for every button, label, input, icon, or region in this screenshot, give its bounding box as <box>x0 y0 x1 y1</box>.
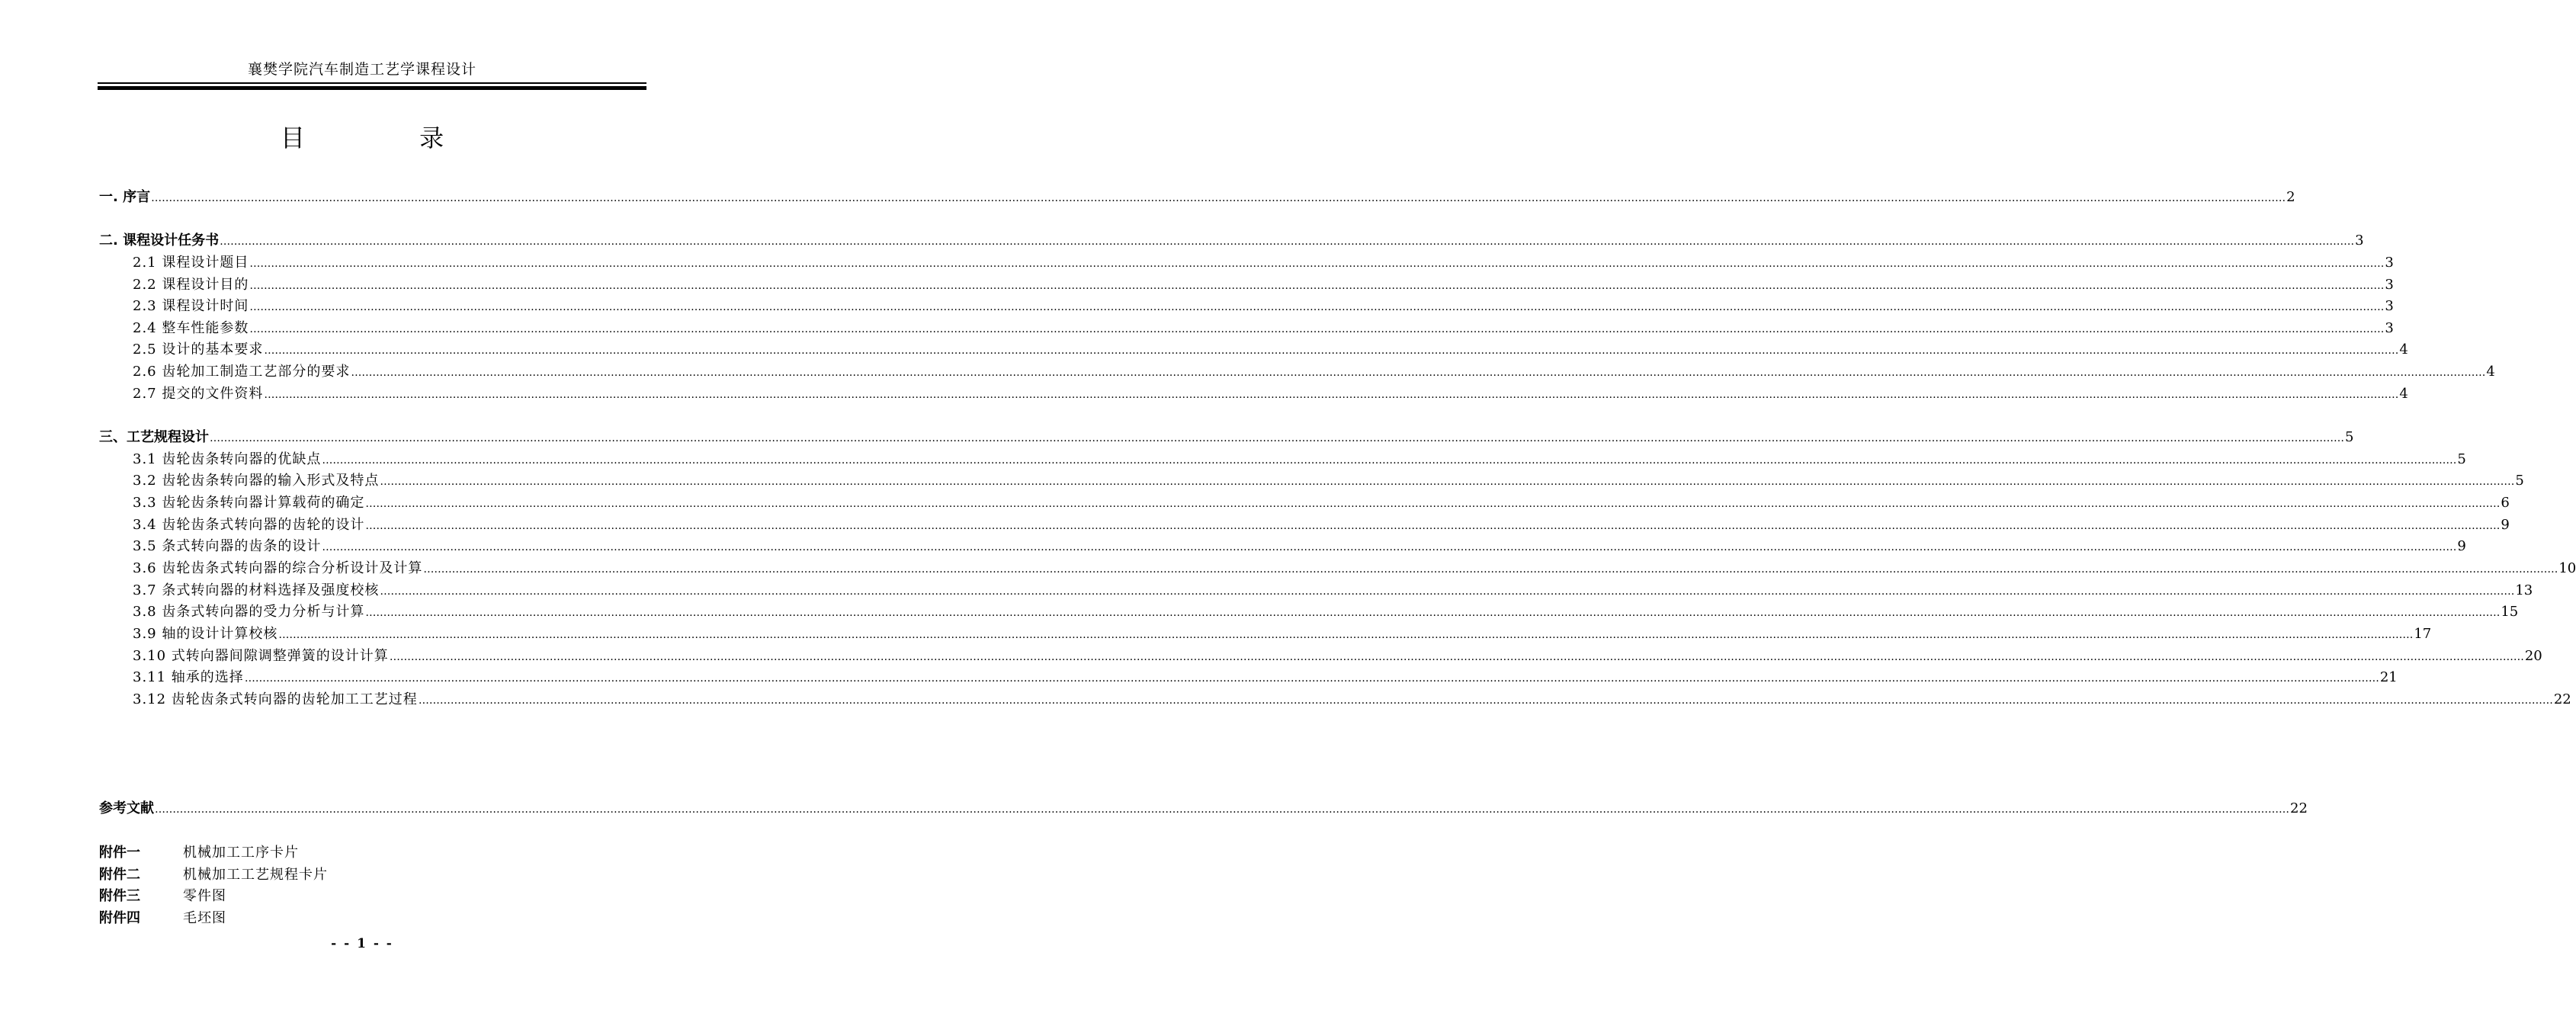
dot-leader: …………………………………………………………………………………………………………………………………………………………………………………………………………………………………………………………………………………………………………………………………………………………………………………………………………………………………………………………………………………………………………………………………………………… <box>264 389 2399 401</box>
toc-entry-page: 17 <box>2414 626 2432 642</box>
annex-key: 附件四 <box>99 910 140 926</box>
toc-entry-label: 3.10 式转向器间隙调整弹簧的设计计算 <box>133 648 389 664</box>
toc-entry[interactable] <box>133 537 2466 556</box>
toc-entry-label: 一. 序言 <box>99 189 151 205</box>
dot-leader: …………………………………………………………………………………………………………………………………………………………………………………………………………………………………………………………………………………………………………………………………………………………………………………………………………………………………………………………………………………………………………………………………………………… <box>244 672 2379 685</box>
dot-leader: …………………………………………………………………………………………………………………………………………………………………………………………………………………………………………………………………………………………………………………………………………………………………………………………………………………………………………………………………………………………………………………………………………………… <box>278 629 2414 641</box>
dot-leader: …………………………………………………………………………………………………………………………………………………………………………………………………………………………………………………………………………………………………………………………………………………………………………………………………………………………………………………………………………………………………………………………………………………… <box>418 694 2553 707</box>
toc-entry-page: 3 <box>2385 277 2394 293</box>
toc-entry-label: 2.1 课程设计题目 <box>133 255 249 271</box>
toc-entry[interactable] <box>133 450 2466 470</box>
toc-entry[interactable] <box>133 602 2519 622</box>
toc-entry-label: 3.6 齿轮齿条式转向器的综合分析设计及计算 <box>133 560 423 576</box>
toc-entry[interactable] <box>133 297 2394 316</box>
toc-entry[interactable] <box>133 319 2394 338</box>
toc-entry-page: 9 <box>2501 517 2510 533</box>
page-number: - - 1 - - <box>331 936 393 951</box>
toc-entry-label: 参考文献 <box>99 800 154 816</box>
toc-entry-page: 3 <box>2385 320 2394 336</box>
toc-entry-label: 2.5 设计的基本要求 <box>133 342 264 358</box>
toc-entry-page: 3 <box>2385 298 2394 314</box>
toc-entry[interactable] <box>133 515 2510 535</box>
toc-entry[interactable] <box>133 624 2432 644</box>
toc-entry-page: 5 <box>2515 473 2524 489</box>
dot-leader: …………………………………………………………………………………………………………………………………………………………………………………………………………………………………………………………………………………………………………………………………………………………………………………………………………………………………………………………………………………………………………………………………………………… <box>351 367 2486 379</box>
dot-leader: …………………………………………………………………………………………………………………………………………………………………………………………………………………………………………………………………………………………………………………………………………………………………………………………………………………………………………………………………………………………………………………………………………………… <box>380 585 2515 598</box>
toc-entry-label: 3.5 条式转向器的齿条的设计 <box>133 538 322 554</box>
annex-key: 附件二 <box>99 867 140 883</box>
toc-entry-page: 15 <box>2501 604 2519 620</box>
toc-entry-page: 3 <box>2385 255 2394 271</box>
toc-entry-page: 4 <box>2399 386 2408 402</box>
toc-entry-label: 3.8 齿条式转向器的受力分析与计算 <box>133 604 365 620</box>
toc-entry-page: 5 <box>2345 429 2354 445</box>
dot-leader: …………………………………………………………………………………………………………………………………………………………………………………………………………………………………………………………………………………………………………………………………………………………………………………………………………………………………………………………………………………………………………………………………………………… <box>220 236 2355 248</box>
toc-entry-page: 4 <box>2399 342 2408 358</box>
dot-leader: …………………………………………………………………………………………………………………………………………………………………………………………………………………………………………………………………………………………………………………………………………………………………………………………………………………………………………………………………………………………………………………………………………………… <box>365 498 2501 510</box>
dot-leader: …………………………………………………………………………………………………………………………………………………………………………………………………………………………………………………………………………………………………………………………………………………………………………………………………………………………………………………………………………………………………………………………………………………… <box>322 454 2457 467</box>
toc-entry-label: 2.6 齿轮加工制造工艺部分的要求 <box>133 364 351 380</box>
toc-entry-label: 3.12 齿轮齿条式转向器的齿轮加工工艺过程 <box>133 691 418 707</box>
dot-leader: …………………………………………………………………………………………………………………………………………………………………………………………………………………………………………………………………………………………………………………………………………………………………………………………………………………………………………………………………………………………………………………………………………………… <box>322 541 2457 553</box>
toc-entry[interactable] <box>133 340 2408 360</box>
dot-leader: …………………………………………………………………………………………………………………………………………………………………………………………………………………………………………………………………………………………………………………………………………………………………………………………………………………………………………………………………………………………………………………………………………………… <box>210 432 2344 444</box>
toc-entry[interactable] <box>99 231 2364 251</box>
toc-entry-label: 3.1 齿轮齿条转向器的优缺点 <box>133 451 322 467</box>
toc-entry-label: 3.2 齿轮齿条转向器的输入形式及特点 <box>133 473 380 489</box>
toc-entry-page: 4 <box>2486 364 2495 380</box>
toc-entry[interactable] <box>99 799 2308 819</box>
annex-value: 零件图 <box>183 888 226 904</box>
toc-entry-page: 10 <box>2558 560 2576 576</box>
toc-entry[interactable] <box>99 428 2354 447</box>
toc-entry[interactable] <box>133 581 2533 601</box>
dot-leader: …………………………………………………………………………………………………………………………………………………………………………………………………………………………………………………………………………………………………………………………………………………………………………………………………………………………………………………………………………………………………………………………………………………… <box>423 563 2558 576</box>
document-header: 襄樊学院汽车制造工艺学课程设计 <box>247 61 476 78</box>
dot-leader: …………………………………………………………………………………………………………………………………………………………………………………………………………………………………………………………………………………………………………………………………………………………………………………………………………………………………………………………………………………………………………………………………………………… <box>365 520 2501 532</box>
toc-entry-page: 13 <box>2515 582 2533 598</box>
toc-entry-label: 三、工艺规程设计 <box>99 429 209 445</box>
annex-entry <box>99 843 404 863</box>
dot-leader: …………………………………………………………………………………………………………………………………………………………………………………………………………………………………………………………………………………………………………………………………………………………………………………………………………………………………………………………………………………………………………………………………………………… <box>380 476 2515 488</box>
dot-leader: …………………………………………………………………………………………………………………………………………………………………………………………………………………………………………………………………………………………………………………………………………………………………………………………………………………………………………………………………………………………………………………………………………………… <box>389 651 2524 663</box>
toc-entry[interactable] <box>133 471 2524 491</box>
annex-value: 机械加工工序卡片 <box>183 845 299 861</box>
toc-entry-label: 2.3 课程设计时间 <box>133 298 249 314</box>
dot-leader: …………………………………………………………………………………………………………………………………………………………………………………………………………………………………………………………………………………………………………………………………………………………………………………………………………………………………………………………………………………………………………………………………………………… <box>155 803 2289 816</box>
toc-entry-page: 9 <box>2457 538 2466 554</box>
annex-value: 毛坯图 <box>183 910 226 926</box>
toc-entry[interactable] <box>133 668 2398 688</box>
annex-entry <box>99 887 404 906</box>
page-title: 目 录 <box>280 123 498 152</box>
toc-entry-label: 2.4 整车性能参数 <box>133 320 249 336</box>
toc-entry[interactable] <box>133 275 2394 295</box>
dot-leader: …………………………………………………………………………………………………………………………………………………………………………………………………………………………………………………………………………………………………………………………………………………………………………………………………………………………………………………………………………………………………………………………………………………… <box>249 258 2385 270</box>
toc-entry[interactable] <box>133 384 2408 404</box>
toc-entry-page: 20 <box>2524 648 2542 664</box>
annex-value: 机械加工工艺规程卡片 <box>183 867 328 883</box>
annex-entry <box>99 909 404 928</box>
dot-leader: …………………………………………………………………………………………………………………………………………………………………………………………………………………………………………………………………………………………………………………………………………………………………………………………………………………………………………………………………………………………………………………………………………………… <box>249 323 2385 335</box>
toc-entry-page: 5 <box>2457 451 2466 467</box>
toc-entry[interactable] <box>133 362 2495 382</box>
toc-entry[interactable] <box>133 646 2542 666</box>
toc-entry-label: 3.9 轴的设计计算校核 <box>133 626 278 642</box>
toc-entry-label: 2.2 课程设计目的 <box>133 277 249 293</box>
annex-key: 附件三 <box>99 888 140 904</box>
annex-key: 附件一 <box>99 845 140 861</box>
toc-entry[interactable] <box>133 559 2576 579</box>
dot-leader: …………………………………………………………………………………………………………………………………………………………………………………………………………………………………………………………………………………………………………………………………………………………………………………………………………………………………………………………………………………………………………………………………………………… <box>249 280 2385 292</box>
toc-entry[interactable] <box>99 188 2295 207</box>
toc-entry-page: 2 <box>2286 189 2295 205</box>
dot-leader: …………………………………………………………………………………………………………………………………………………………………………………………………………………………………………………………………………………………………………………………………………………………………………………………………………………………………………………………………………………………………………………………………………………… <box>264 345 2399 357</box>
toc-entry[interactable] <box>133 690 2571 710</box>
annex-entry <box>99 865 404 885</box>
toc-entry[interactable] <box>133 253 2394 273</box>
toc-entry-page: 21 <box>2379 669 2398 685</box>
toc-entry-page: 3 <box>2355 232 2364 249</box>
toc-entry-label: 3.11 轴承的选择 <box>133 669 244 685</box>
dot-leader: …………………………………………………………………………………………………………………………………………………………………………………………………………………………………………………………………………………………………………………………………………………………………………………………………………………………………………………………………………………………………………………………………………………… <box>365 607 2501 619</box>
toc-entry-label: 3.4 齿轮齿条式转向器的齿轮的设计 <box>133 517 365 533</box>
toc-entry-label: 二. 课程设计任务书 <box>99 232 220 249</box>
toc-entry-label: 2.7 提交的文件资料 <box>133 386 264 402</box>
toc-entry-label: 3.7 条式转向器的材料选择及强度校核 <box>133 582 380 598</box>
toc-entry-page: 22 <box>2290 800 2308 816</box>
dot-leader: …………………………………………………………………………………………………………………………………………………………………………………………………………………………………………………………………………………………………………………………………………………………………………………………………………………………………………………………………………………………………………………………………………………… <box>151 192 2286 204</box>
toc-entry-page: 6 <box>2501 495 2510 511</box>
toc-entry-page: 22 <box>2553 691 2571 707</box>
dot-leader: …………………………………………………………………………………………………………………………………………………………………………………………………………………………………………………………………………………………………………………………………………………………………………………………………………………………………………………………………………………………………………………………………………………… <box>249 301 2385 313</box>
toc-entry-label: 3.3 齿轮齿条转向器计算载荷的确定 <box>133 495 365 511</box>
toc-entry[interactable] <box>133 493 2510 513</box>
